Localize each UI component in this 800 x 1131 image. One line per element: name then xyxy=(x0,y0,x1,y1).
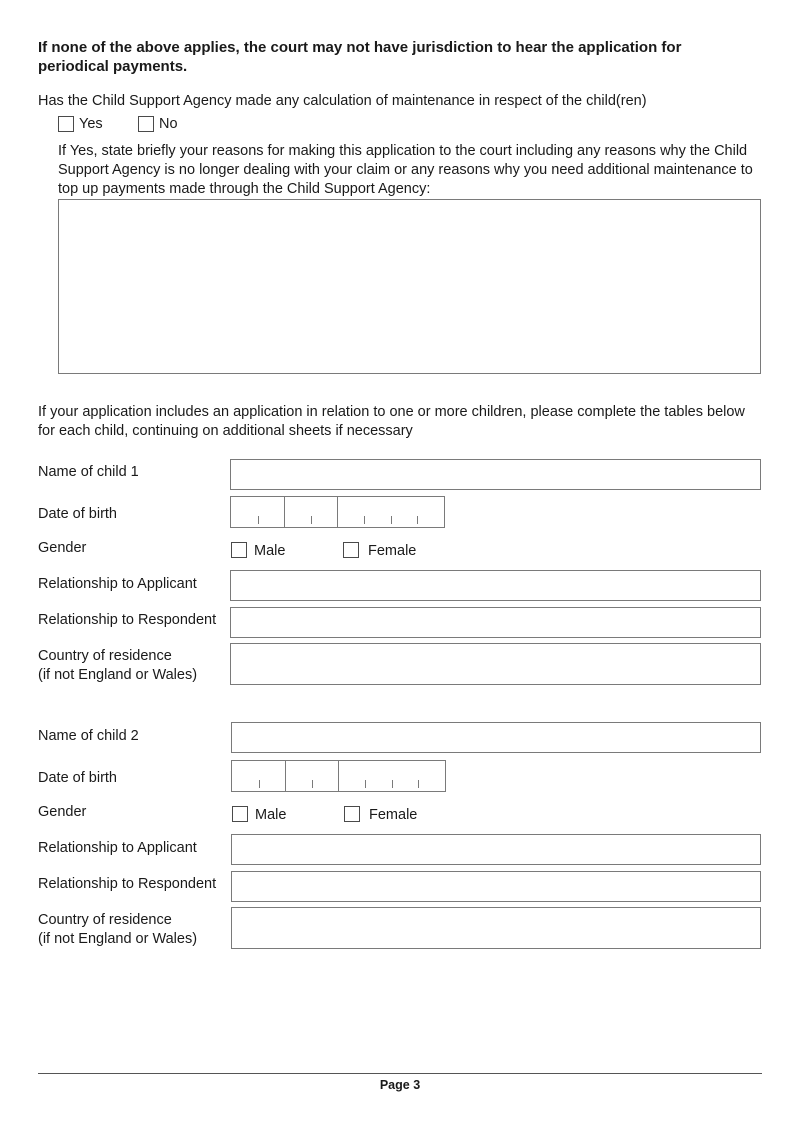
child1-female-label: Female xyxy=(368,543,417,559)
child2-dob-day[interactable] xyxy=(232,761,286,791)
child1-rel-applicant-input[interactable] xyxy=(230,570,761,601)
child1-dob-day[interactable] xyxy=(231,497,285,527)
child2-dob-month[interactable] xyxy=(286,761,339,791)
child1-gender-label: Gender xyxy=(38,540,87,556)
child1-rel-respondent-label: Relationship to Respondent xyxy=(38,612,217,628)
csa-reasons-textarea[interactable] xyxy=(58,199,761,374)
child2-dob-label: Date of birth xyxy=(38,770,117,786)
child2-name-label: Name of child 2 xyxy=(38,728,139,744)
child2-gender-label: Gender xyxy=(38,804,87,820)
child1-male-checkbox[interactable] xyxy=(231,542,247,558)
child2-country-label xyxy=(38,911,228,949)
csa-no-label: No xyxy=(159,116,178,132)
child1-country-label-line1: Country of residence xyxy=(38,648,172,664)
child1-dob-year[interactable] xyxy=(338,497,444,527)
child2-country-label-line1: Country of residence xyxy=(38,912,172,928)
child1-dob-month[interactable] xyxy=(285,497,338,527)
child2-dob-input[interactable] xyxy=(231,760,446,792)
child1-rel-respondent-input[interactable] xyxy=(230,607,761,638)
child1-dob-label: Date of birth xyxy=(38,506,117,522)
child2-country-label-line2: (if not England or Wales) xyxy=(38,931,198,947)
child2-country-input[interactable] xyxy=(231,907,761,949)
footer-divider xyxy=(38,1073,762,1074)
child1-name-label: Name of child 1 xyxy=(38,464,139,480)
child2-rel-respondent-input[interactable] xyxy=(231,871,761,902)
child1-rel-applicant-label: Relationship to Applicant xyxy=(38,576,197,592)
page-number: Page 3 xyxy=(379,1078,421,1092)
child1-country-label xyxy=(38,647,228,685)
csa-no-checkbox[interactable] xyxy=(138,116,154,132)
csa-question: Has the Child Support Agency made any calculation of maintenance in respect of the child(ren) xyxy=(38,93,647,109)
csa-yes-label: Yes xyxy=(79,116,103,132)
jurisdiction-notice: If none of the above applies, the court may not have jurisdiction to hear the application for periodical payments. xyxy=(38,39,682,75)
child1-dob-input[interactable] xyxy=(230,496,445,528)
children-intro: If your application includes an application in relation to one or more children, please complete the tables below for each child, continuing on additional sheets if necessary xyxy=(38,404,745,439)
child2-female-checkbox[interactable] xyxy=(344,806,360,822)
child2-rel-respondent-label: Relationship to Respondent xyxy=(38,876,217,892)
child1-country-label-line2: (if not England or Wales) xyxy=(38,667,198,683)
child1-male-label: Male xyxy=(254,543,286,559)
child2-female-label: Female xyxy=(369,807,418,823)
child2-rel-applicant-label: Relationship to Applicant xyxy=(38,840,197,856)
csa-yes-checkbox[interactable] xyxy=(58,116,74,132)
child1-female-checkbox[interactable] xyxy=(343,542,359,558)
child2-dob-year[interactable] xyxy=(339,761,445,791)
child2-male-checkbox[interactable] xyxy=(232,806,248,822)
child2-male-label: Male xyxy=(255,807,287,823)
child1-name-input[interactable] xyxy=(230,459,761,490)
child2-rel-applicant-input[interactable] xyxy=(231,834,761,865)
child2-name-input[interactable] xyxy=(231,722,761,753)
csa-explain-text: If Yes, state briefly your reasons for making this application to the court including any reasons why the Child Support Agency is no longer dealing with your claim or any reasons why you need additional maintenance to top up payments made through the Child Support Agency: xyxy=(58,143,753,197)
child1-country-input[interactable] xyxy=(230,643,761,685)
